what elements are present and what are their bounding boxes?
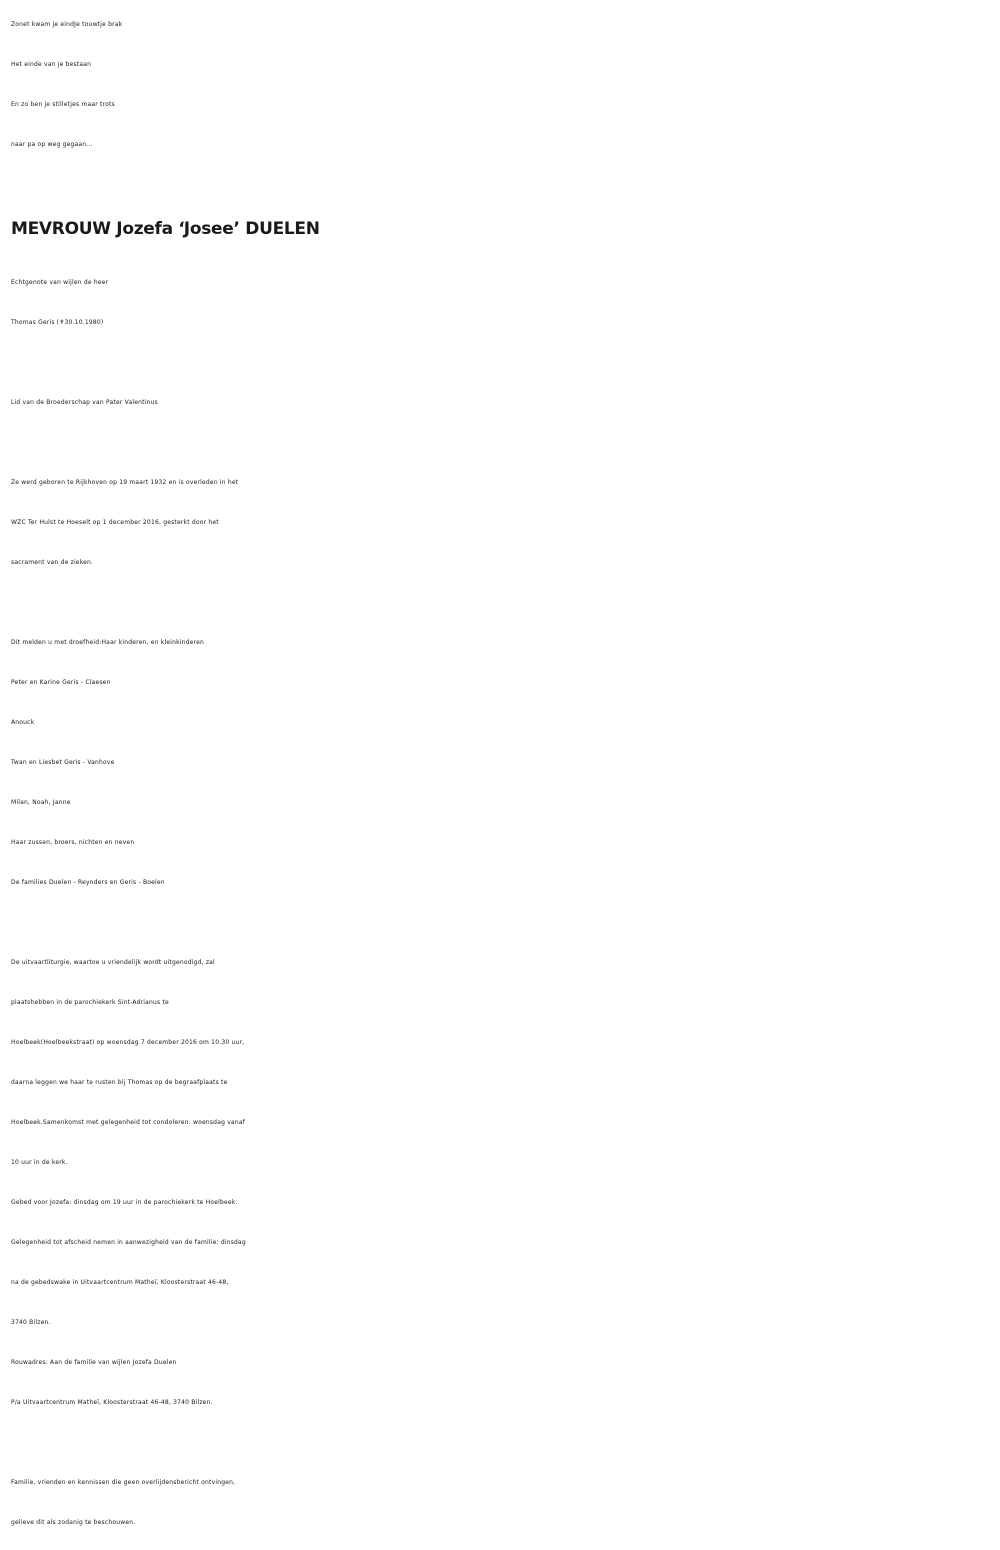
funeral-line: Gebed voor Jozefa: dinsdag om 19 uur in de parochiekerk te Hoelbeek. [11,1199,238,1206]
membership-line: Lid van de Broederschap van Pater Valentinus [11,399,158,406]
paragraph-line: sacrament van de zieken. [11,559,94,566]
spacer [11,423,996,463]
funeral-line: 10 uur in de kerk. [11,1159,68,1166]
closing-line: gelieve dit als zodanig te beschouwen. [11,1519,136,1526]
funeral-details [11,943,996,1423]
mourner-line: Twan en Liesbet Geris - Vanhove [11,759,115,766]
mourners-list [11,623,996,903]
spacer [11,903,996,943]
spouse-line: Echtgenote van wijlen de heer [11,279,109,286]
funeral-line: Rouwadres: Aan de familie van wijlen Jozefa Duelen [11,1359,177,1366]
spacer [11,583,996,623]
funeral-line: Hoelbeek(Hoelbeekstraat) op woensdag 7 december 2016 om 10.30 uur, [11,1039,245,1046]
funeral-line: daarna leggen we haar te rusten bij Thomas op de begraafplaats te [11,1079,228,1086]
poem-line: Zonet kwam je eindJe touwtje brak [11,21,123,28]
funeral-line: plaatshebben in de parochiekerk Sint-Adrianus te [11,999,169,1006]
closing-paragraph [11,1463,996,1543]
spacer [11,1423,996,1463]
poem-line: naar pa op weg gegaan... [11,141,93,148]
funeral-line: Gelegenheid tot afscheid nemen in aanwezigheid van de familie: dinsdag [11,1239,246,1246]
spouse-line: Thomas Geris (✝30.10.1980) [11,319,104,326]
obituary-notice [11,5,996,1543]
poem [11,5,996,165]
mourner-line: Dit melden u met droefheid:Haar kinderen, en kleinkinderen [11,639,204,646]
mourner-line: Milan, Noah, Janne [11,799,71,806]
funeral-line: na de gebedswake in Uitvaartcentrum Matheï, Kloosterstraat 46-48, [11,1279,229,1286]
deceased-name-title: MEVROUW Jozefa ‘Josee’ DUELEN [11,219,320,239]
mourner-line: De families Duelen - Reynders en Geris - Boelen [11,879,165,886]
mourner-line: Haar zussen, broers, nichten en neven [11,839,135,846]
funeral-line: De uitvaartliturgie, waartoe u vriendelijk wordt uitgenodigd, zal [11,959,215,966]
poem-line: En zo ben je stilletjes maar trots [11,101,115,108]
paragraph-line: Ze werd geboren te Rijkhoven op 19 maart 1932 en is overleden in het [11,479,239,486]
paragraph-line: WZC Ter Hulst te Hoeselt op 1 december 2016, gesterkt door het [11,519,219,526]
spouse-info [11,263,996,343]
funeral-line: 3740 Bilzen. [11,1319,51,1326]
mourner-line: Anouck [11,719,35,726]
closing-line: Familie, vrienden en kennissen die geen overlijdensbericht ontvingen, [11,1479,236,1486]
poem-line: Het einde van je bestaan [11,61,92,68]
spacer [11,343,996,383]
funeral-line: Hoelbeek.Samenkomst met gelegenheid tot condoleren: woensdag vanaf [11,1119,246,1126]
spacer [11,165,996,201]
funeral-line: P/a Uitvaartcentrum Matheï, Kloosterstraat 46-48, 3740 Bilzen. [11,1399,213,1406]
mourner-line: Peter en Karine Geris - Claesen [11,679,111,686]
birth-death-paragraph [11,463,996,583]
